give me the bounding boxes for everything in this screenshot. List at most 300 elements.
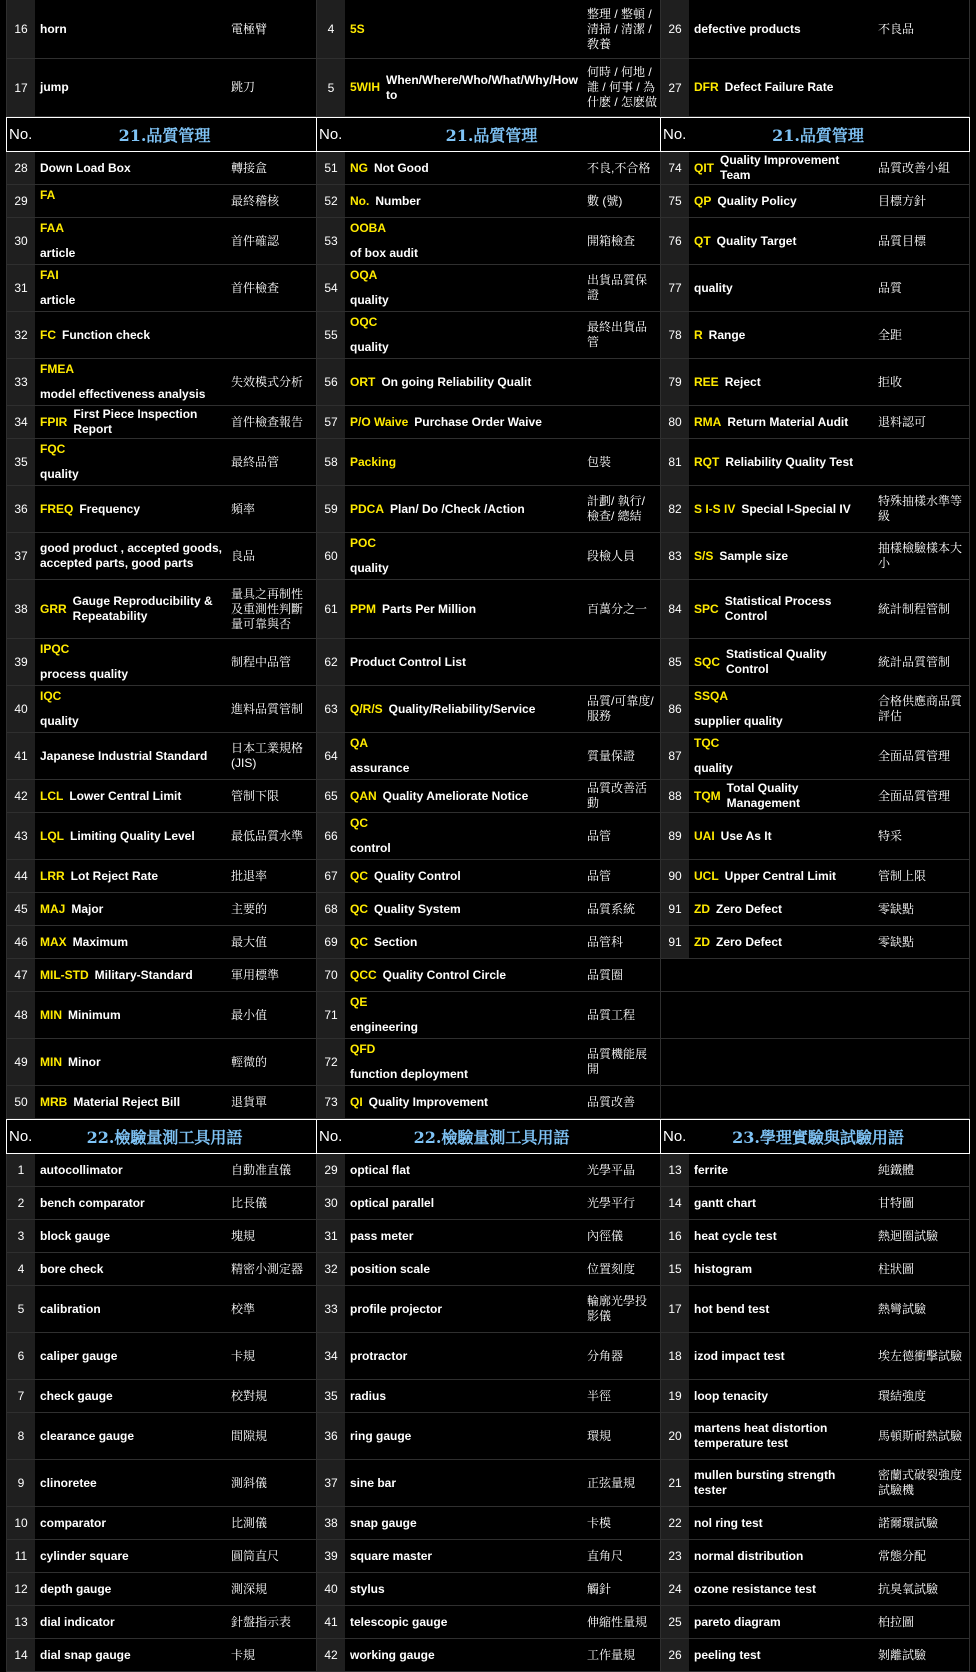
- abbreviation: ORT: [350, 374, 376, 389]
- chinese-translation: 統計品質管制: [878, 654, 951, 669]
- term-text: pass meter: [350, 1228, 414, 1243]
- term-text: Frequency: [79, 501, 141, 516]
- section-header-cell: [317, 118, 661, 151]
- chinese-translation: 伸縮性量規: [587, 1614, 648, 1629]
- glossary-cell: [6, 312, 317, 358]
- glossary-cell: [6, 1507, 317, 1539]
- term-cell: [689, 265, 875, 311]
- term-text: snap gauge: [350, 1515, 417, 1530]
- term-text: depth gauge: [40, 1581, 112, 1596]
- term-text: stylus: [350, 1581, 385, 1596]
- glossary-cell: [6, 1039, 317, 1085]
- glossary-cell: [661, 1573, 970, 1605]
- chinese-translation: 制程中品管: [231, 654, 292, 669]
- chinese-translation: 全面品質管理: [878, 788, 951, 803]
- glossary-cell: [661, 486, 970, 532]
- term-cell: [35, 1606, 228, 1638]
- glossary-cell: [6, 439, 317, 485]
- table-row: [6, 0, 970, 59]
- section-title: 22.檢驗量測工具用語: [413, 1128, 570, 1147]
- abbreviation: FA: [40, 188, 56, 202]
- term-text: block gauge: [40, 1228, 111, 1243]
- row-number: 68: [317, 893, 345, 925]
- row-number: 55: [317, 312, 345, 358]
- term-text: Down Load Box: [40, 160, 131, 175]
- abbreviation: SPC: [694, 601, 719, 616]
- table-row: [6, 959, 970, 992]
- abbreviation: MRB: [40, 1094, 68, 1109]
- abbreviation: QC: [350, 901, 368, 916]
- term-cell: [35, 1413, 228, 1459]
- glossary-cell: [661, 1606, 970, 1638]
- term-text: Zero Defect: [716, 934, 783, 949]
- row-number: 64: [317, 733, 345, 779]
- term-text: engineering: [350, 1020, 419, 1034]
- term-cell: [35, 780, 228, 812]
- abbreviation: MAX: [40, 934, 67, 949]
- table-row: [6, 1540, 970, 1573]
- term-text: Japanese Industrial Standard: [40, 748, 208, 763]
- row-number: 38: [317, 1507, 345, 1539]
- abbreviation: QC: [350, 816, 368, 830]
- abbreviation: TQC: [694, 736, 720, 750]
- glossary-cell: [317, 686, 661, 732]
- glossary-cell: [661, 218, 970, 264]
- row-number: 37: [317, 1460, 345, 1506]
- abbreviation: Q/R/S: [350, 701, 383, 716]
- chinese-translation: 退貨單: [231, 1094, 268, 1109]
- table-row: [6, 1460, 970, 1507]
- row-number: 7: [7, 1380, 35, 1412]
- term-cell: [345, 359, 584, 405]
- row-number: 60: [317, 533, 345, 579]
- row-number: 79: [661, 359, 689, 405]
- term-cell: [35, 59, 228, 116]
- glossary-cell: [317, 1187, 661, 1219]
- row-number: 59: [317, 486, 345, 532]
- row-number: 9: [7, 1460, 35, 1506]
- abbreviation: QAN: [350, 788, 377, 803]
- term-cell: [345, 1380, 584, 1412]
- term-cell: [35, 1286, 228, 1332]
- glossary-cell: [661, 639, 970, 685]
- row-number: 86: [661, 686, 689, 732]
- term-cell: [345, 1507, 584, 1539]
- term-cell: [345, 265, 584, 311]
- term-cell: [689, 59, 875, 116]
- row-number: 17: [7, 59, 35, 116]
- abbreviation: OQA: [350, 268, 378, 282]
- term-text: Sample size: [719, 548, 789, 563]
- chinese-translation: 正弦量規: [587, 1475, 636, 1490]
- row-number: 70: [317, 959, 345, 991]
- term-cell: [689, 406, 875, 438]
- glossary-cell: [661, 580, 970, 638]
- chinese-translation: 最終稽核: [231, 193, 280, 208]
- chinese-translation: 零缺點: [878, 901, 915, 916]
- row-number: 41: [317, 1606, 345, 1638]
- header-no-label: No.: [319, 1128, 343, 1145]
- glossary-cell: [317, 860, 661, 892]
- glossary-cell: [661, 1253, 970, 1285]
- term-text: supplier quality: [694, 714, 783, 728]
- chinese-translation: 日本工業規格(JIS): [231, 741, 304, 770]
- abbreviation: OQC: [350, 315, 378, 329]
- term-cell: [35, 639, 228, 685]
- chinese-translation: 出貨品質保證: [587, 273, 648, 302]
- row-number: 84: [661, 580, 689, 638]
- table-row: [6, 533, 970, 580]
- term-cell: [345, 406, 584, 438]
- chinese-translation: 卡模: [587, 1515, 612, 1530]
- term-cell: [35, 860, 228, 892]
- glossary-cell: [661, 1380, 970, 1412]
- chinese-translation: 諾爾環試驗: [878, 1515, 939, 1530]
- abbreviation: LQL: [40, 828, 64, 843]
- glossary-cell: [6, 359, 317, 405]
- term-cell: [689, 1573, 875, 1605]
- table-row: [6, 1086, 970, 1119]
- term-text: First Piece Inspection Report: [73, 407, 198, 436]
- chinese-translation: 埃左德衝擊試驗: [878, 1348, 963, 1363]
- term-cell: [345, 152, 584, 184]
- chinese-translation: 輕微的: [231, 1054, 268, 1069]
- chinese-translation: 品質: [878, 280, 903, 295]
- term-text: Special I-Special IV: [741, 501, 851, 516]
- glossary-cell: [661, 992, 970, 1038]
- row-number: 26: [661, 0, 689, 58]
- glossary-cell: [661, 59, 970, 116]
- term-cell: [345, 1540, 584, 1572]
- term-cell: [35, 733, 228, 779]
- table-row: [6, 152, 970, 185]
- abbreviation: LCL: [40, 788, 64, 803]
- glossary-cell: [661, 1286, 970, 1332]
- term-text: defective products: [694, 21, 801, 36]
- term-text: quality: [40, 467, 79, 481]
- term-text: good product , accepted goods, accepted parts, good parts: [40, 541, 223, 570]
- row-number: 21: [661, 1460, 689, 1506]
- row-number: 31: [317, 1220, 345, 1252]
- glossary-cell: [6, 1540, 317, 1572]
- chinese-translation: 退料認可: [878, 414, 927, 429]
- chinese-translation: 品質圈: [587, 967, 624, 982]
- chinese-translation: 最終品管: [231, 454, 280, 469]
- term-text: position scale: [350, 1261, 431, 1276]
- row-number: 17: [661, 1286, 689, 1332]
- glossary-cell: [6, 926, 317, 958]
- table-row: [6, 406, 970, 439]
- term-text: clearance gauge: [40, 1428, 135, 1443]
- term-text: telescopic gauge: [350, 1614, 448, 1629]
- table-row: [6, 1220, 970, 1253]
- term-text: Function check: [62, 327, 151, 342]
- row-number: 87: [661, 733, 689, 779]
- row-number: 83: [661, 533, 689, 579]
- table-row: [6, 813, 970, 860]
- row-number: 3: [7, 1220, 35, 1252]
- chinese-translation: 甘特圖: [878, 1195, 915, 1210]
- abbreviation: POC: [350, 536, 377, 550]
- chinese-translation: 品質改善活動: [587, 781, 648, 810]
- term-text: peeling test: [694, 1647, 761, 1662]
- chinese-translation: 品質工程: [587, 1007, 636, 1022]
- row-number: 48: [7, 992, 35, 1038]
- glossary-cell: [317, 1086, 661, 1118]
- chinese-translation: 整理 / 整頓 / 清掃 / 清潔 / 敎養: [587, 6, 652, 51]
- row-number: 78: [661, 312, 689, 358]
- chinese-translation: 開箱檢查: [587, 233, 636, 248]
- term-text: of box audit: [350, 246, 418, 260]
- term-cell: [689, 486, 875, 532]
- glossary-cell: [317, 639, 661, 685]
- table-row: [6, 486, 970, 533]
- chinese-translation: 品質系統: [587, 901, 636, 916]
- row-number: 12: [7, 1573, 35, 1605]
- term-cell: [689, 733, 875, 779]
- row-number: 13: [661, 1154, 689, 1186]
- table-row: [6, 1253, 970, 1286]
- glossary-cell: [317, 926, 661, 958]
- chinese-translation: 品管: [587, 868, 612, 883]
- chinese-translation: 首件檢查報告: [231, 414, 304, 429]
- glossary-cell: [317, 733, 661, 779]
- term-cell: [345, 59, 584, 116]
- term-cell: [35, 686, 228, 732]
- row-number: 16: [7, 0, 35, 58]
- term-cell: [35, 1380, 228, 1412]
- term-cell: [35, 580, 228, 638]
- chinese-translation: 品管: [587, 828, 612, 843]
- abbreviation: FC: [40, 327, 56, 342]
- table-row: [6, 1187, 970, 1220]
- term-cell: [689, 860, 875, 892]
- glossary-cell: [6, 1333, 317, 1379]
- term-cell: [35, 1220, 228, 1252]
- row-number: 23: [661, 1540, 689, 1572]
- term-text: Reject: [724, 374, 761, 389]
- section-title: 21.品質管理: [772, 126, 864, 145]
- term-cell: [345, 1154, 584, 1186]
- row-number: 41: [7, 733, 35, 779]
- chinese-translation: 不良品: [878, 21, 915, 36]
- chinese-translation: 熱彎試驗: [878, 1301, 927, 1316]
- chinese-translation: 針盤指示表: [231, 1614, 292, 1629]
- term-cell: [689, 1413, 875, 1459]
- glossary-cell: [6, 152, 317, 184]
- row-number: 2: [7, 1187, 35, 1219]
- chinese-translation: 分角器: [587, 1348, 624, 1363]
- term-text: caliper gauge: [40, 1348, 118, 1363]
- glossary-cell: [6, 0, 317, 58]
- term-text: horn: [40, 21, 67, 36]
- row-number: 14: [661, 1187, 689, 1219]
- chinese-translation: 何時 / 何地 / 誰 / 何事 / 為什麽 / 怎麽做: [587, 65, 658, 109]
- glossary-cell: [6, 1639, 317, 1671]
- term-text: Quality Target: [716, 233, 797, 248]
- row-number: 47: [7, 959, 35, 991]
- term-cell: [35, 1639, 228, 1671]
- term-cell: [35, 1039, 228, 1085]
- glossary-cell: [6, 218, 317, 264]
- chinese-translation: 合格供應商品質評估: [878, 694, 963, 723]
- chinese-translation: 進料品質管制: [231, 701, 304, 716]
- term-text: Maximum: [72, 934, 129, 949]
- chinese-translation: 最低品質水準: [231, 828, 304, 843]
- term-text: Reliability Quality Test: [725, 454, 854, 469]
- glossary-cell: [317, 1573, 661, 1605]
- glossary-cell: [317, 580, 661, 638]
- term-text: quality: [350, 293, 389, 307]
- term-text: Quality/Reliability/Service: [388, 701, 536, 716]
- glossary-cell: [317, 1639, 661, 1671]
- term-text: Range: [708, 327, 746, 342]
- glossary-cell: [317, 1333, 661, 1379]
- chinese-translation: [228, 312, 316, 358]
- term-cell: [35, 1253, 228, 1285]
- chinese-translation: 剝離試驗: [878, 1647, 927, 1662]
- section-title: 22.檢驗量測工具用語: [86, 1128, 243, 1147]
- glossary-cell: [661, 959, 970, 991]
- term-text: calibration: [40, 1301, 101, 1316]
- glossary-cell: [6, 1154, 317, 1186]
- header-no-label: No.: [663, 126, 687, 143]
- glossary-cell: [317, 1540, 661, 1572]
- abbreviation: ZD: [694, 901, 710, 916]
- glossary-cell: [6, 1086, 317, 1118]
- row-number: 25: [661, 1606, 689, 1638]
- glossary-cell: [661, 0, 970, 58]
- term-cell: [35, 0, 228, 58]
- glossary-cell: [6, 1253, 317, 1285]
- glossary-cell: [6, 992, 317, 1038]
- glossary-cell: [6, 893, 317, 925]
- chinese-translation: 數 (號): [587, 193, 623, 208]
- glossary-cell: [317, 59, 661, 116]
- glossary-cell: [317, 1253, 661, 1285]
- term-cell: [345, 533, 584, 579]
- section-header-row: [6, 1119, 970, 1154]
- row-number: 45: [7, 893, 35, 925]
- glossary-cell: [317, 1413, 661, 1459]
- glossary-cell: [661, 359, 970, 405]
- row-number: 39: [7, 639, 35, 685]
- term-text: normal distribution: [694, 1548, 804, 1563]
- glossary-cell: [661, 1086, 970, 1118]
- row-number: 34: [7, 406, 35, 438]
- abbreviation: IPQC: [40, 642, 70, 656]
- term-cell: [345, 992, 584, 1038]
- table-row: [6, 639, 970, 686]
- glossary-cell: [6, 1380, 317, 1412]
- term-text: gantt chart: [694, 1195, 757, 1210]
- abbreviation: No.: [350, 193, 370, 208]
- glossary-cell: [317, 1039, 661, 1085]
- row-number: 6: [7, 1333, 35, 1379]
- glossary-cell: [661, 1187, 970, 1219]
- glossary-cell: [661, 1413, 970, 1459]
- abbreviation: S/S: [694, 548, 714, 563]
- row-number: 32: [317, 1253, 345, 1285]
- term-cell: [345, 185, 584, 217]
- chinese-translation: 首件確認: [231, 233, 280, 248]
- chinese-translation: 自動准直儀: [231, 1162, 292, 1177]
- row-number: 82: [661, 486, 689, 532]
- table-row: [6, 59, 970, 117]
- chinese-translation: 最終出貨品管: [587, 320, 648, 349]
- term-cell: [689, 1333, 875, 1379]
- term-cell: [35, 406, 228, 438]
- term-cell: [345, 1253, 584, 1285]
- term-text: hot bend test: [694, 1301, 770, 1316]
- abbreviation: FPIR: [40, 414, 68, 429]
- row-number: 43: [7, 813, 35, 859]
- table-row: [6, 265, 970, 312]
- term-cell: [35, 533, 228, 579]
- row-number: 65: [317, 780, 345, 812]
- term-text: quality: [694, 280, 733, 295]
- chinese-translation: 拒收: [878, 374, 903, 389]
- abbreviation: SSQA: [694, 689, 729, 703]
- abbreviation: RQT: [694, 454, 720, 469]
- glossary-cell: [6, 486, 317, 532]
- term-text: quality: [350, 340, 389, 354]
- term-text: mullen bursting strength tester: [694, 1468, 836, 1497]
- table-row: [6, 1380, 970, 1413]
- row-number: 53: [317, 218, 345, 264]
- chinese-translation: 觸針: [587, 1581, 612, 1596]
- term-text: working gauge: [350, 1647, 435, 1662]
- chinese-translation: 段檢人員: [587, 548, 636, 563]
- glossary-cell: [6, 1606, 317, 1638]
- term-cell: [689, 1540, 875, 1572]
- section-header-cell: [6, 1120, 317, 1153]
- table-row: [6, 1286, 970, 1333]
- term-cell: [345, 1086, 584, 1118]
- term-cell: [689, 893, 875, 925]
- term-cell: [345, 1187, 584, 1219]
- chinese-translation: 抽樣檢驗樣本大小: [878, 541, 963, 570]
- chinese-translation: 不良,不合格: [587, 160, 651, 175]
- glossary-cell: [317, 0, 661, 58]
- row-number: 10: [7, 1507, 35, 1539]
- term-text: quality: [694, 761, 733, 775]
- term-text: square master: [350, 1548, 433, 1563]
- chinese-translation: 特采: [878, 828, 903, 843]
- term-cell: [35, 926, 228, 958]
- header-no-label: No.: [9, 126, 33, 143]
- chinese-translation: 間隙規: [231, 1428, 268, 1443]
- abbreviation: OOBA: [350, 221, 386, 235]
- section-header-cell: [661, 1120, 970, 1153]
- term-cell: [345, 1460, 584, 1506]
- row-number: 63: [317, 686, 345, 732]
- abbreviation: FQC: [40, 442, 66, 456]
- abbreviation: QFD: [350, 1042, 376, 1056]
- term-cell: [35, 185, 228, 217]
- term-text: Material Reject Bill: [73, 1094, 181, 1109]
- glossary-cell: [317, 439, 661, 485]
- row-number: 20: [661, 1413, 689, 1459]
- term-text: Plan/ Do /Check /Action: [390, 501, 525, 516]
- row-number: 72: [317, 1039, 345, 1085]
- term-cell: [689, 686, 875, 732]
- table-row: [6, 686, 970, 733]
- glossary-cell: [317, 218, 661, 264]
- abbreviation: FAA: [40, 221, 64, 235]
- term-cell: [345, 580, 584, 638]
- glossary-cell: [6, 185, 317, 217]
